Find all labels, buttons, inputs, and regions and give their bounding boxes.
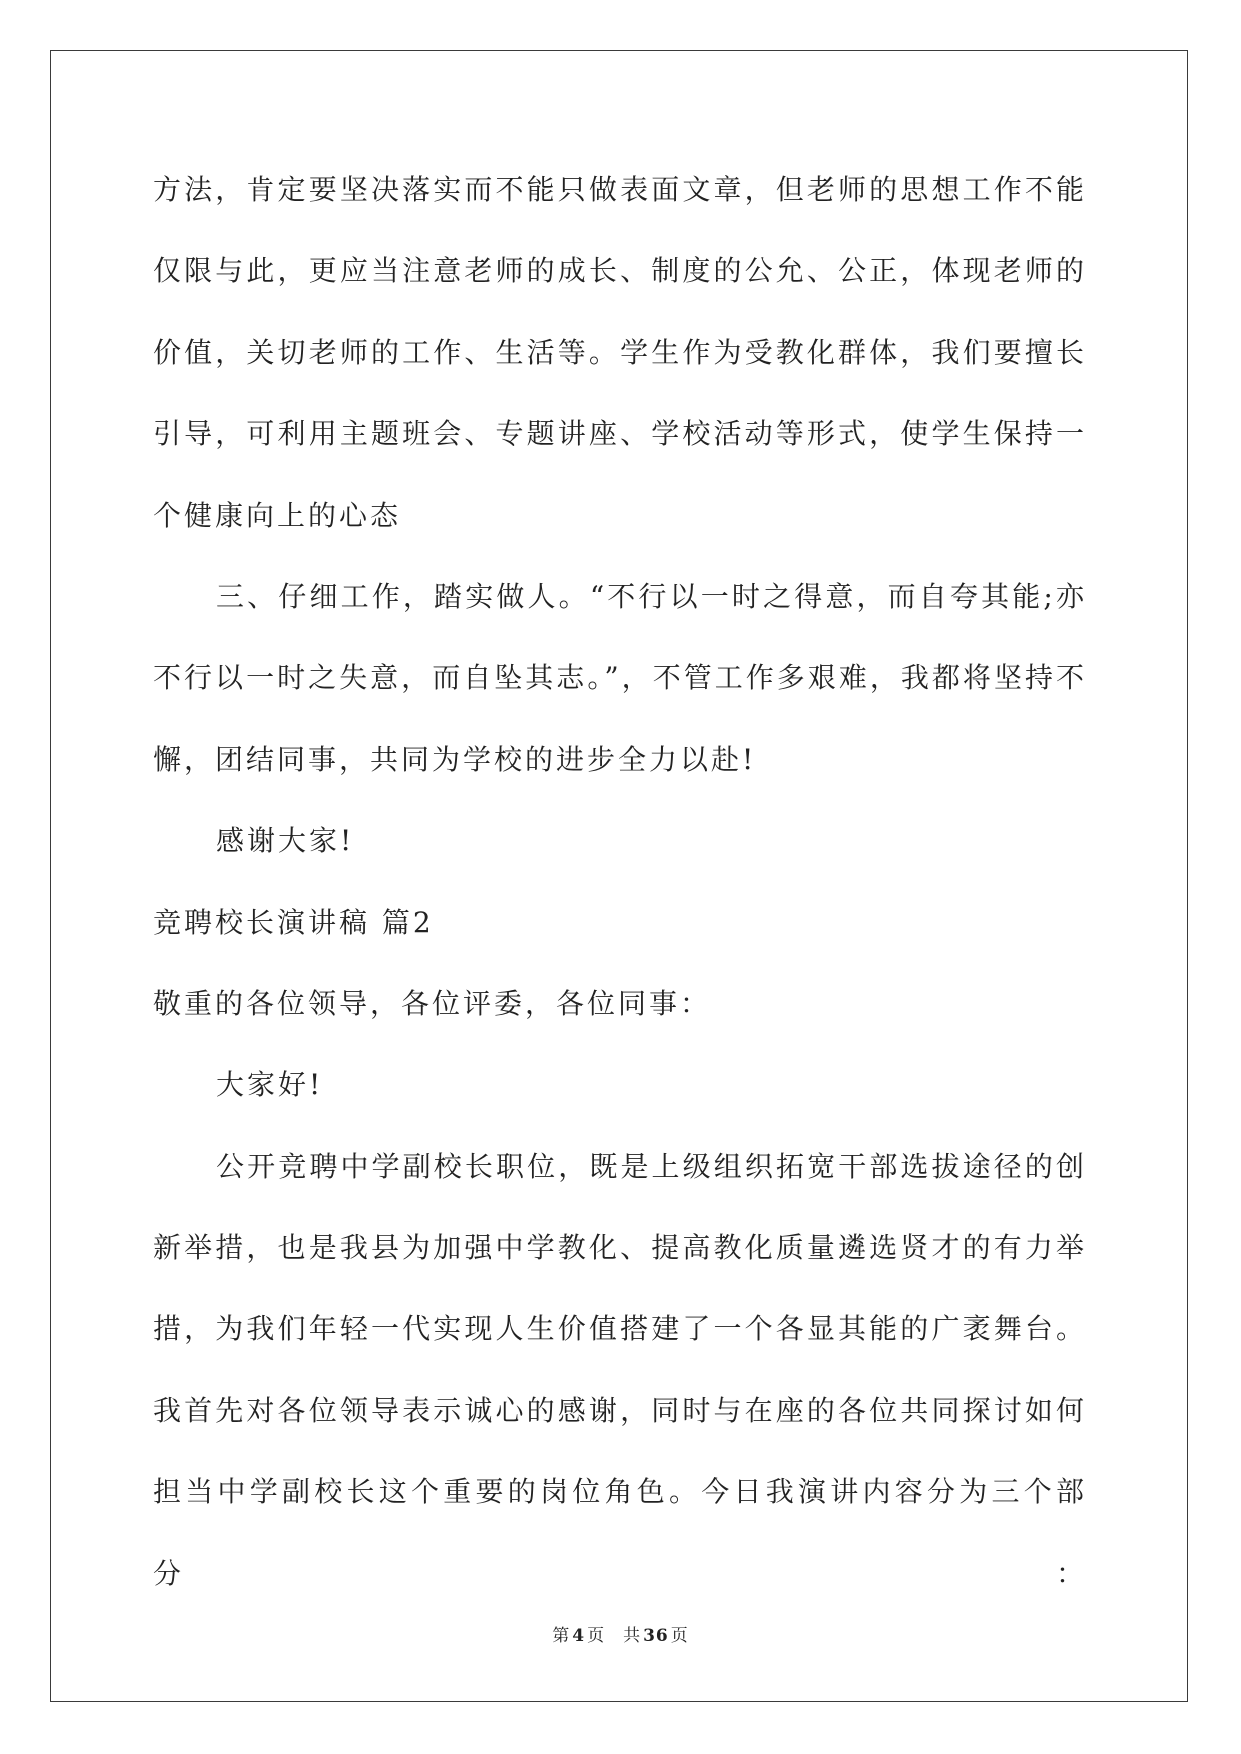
total-pages: 36: [643, 1626, 669, 1646]
paragraph: [153, 149, 1087, 556]
total-label-prefix: 共: [623, 1626, 642, 1646]
closing-line: 感谢大家!: [216, 824, 355, 858]
body-text-line: 方法，肯定要坚决落实而不能只做表面文章，但老师的思想工作不能: [153, 173, 1087, 206]
body-text-line: 引导，可利用主题班会、专题讲座、学校活动等形式，使学生保持一: [153, 417, 1087, 451]
page-label-prefix: 第: [552, 1626, 571, 1646]
greeting-line: 大家好!: [216, 1068, 324, 1102]
body-text-line: 新举措，也是我县为加强中学教化、提高教化质量遴选贤才的有力举: [153, 1231, 1087, 1265]
body-text-line: 担当中学副校长这个重要的岗位角色。今日我演讲内容分为三个部分：: [153, 1475, 1087, 1590]
body-text-line: 不行以一时之失意，而自坠其志。”，不管工作多艰难，我都将坚持不: [153, 661, 1087, 695]
document-body: [153, 149, 1087, 1590]
body-text-line: 价值，关切老师的工作、生活等。学生作为受教化群体，我们要擅长: [153, 335, 1087, 369]
page-label-suffix: 页: [587, 1626, 606, 1646]
body-text-line: 措，为我们年轻一代实现人生价值搭建了一个各显其能的广袤舞台。: [153, 1312, 1087, 1346]
body-text-line: 我首先对各位领导表示诚心的感谢，同时与在座的各位共同探讨如何: [153, 1393, 1087, 1427]
paragraph: [153, 1126, 1087, 1590]
salutation: 敬重的各位领导，各位评委，各位同事：: [153, 986, 712, 1020]
total-label-suffix: 页: [670, 1626, 689, 1646]
paragraph: [153, 1044, 1087, 1125]
body-text-line: 懈，团结同事，共同为学校的进步全力以赴!: [153, 742, 757, 776]
paragraph: [153, 800, 1087, 881]
paragraph: [153, 556, 1087, 800]
page-footer: [0, 1625, 1241, 1647]
page-number: 4: [572, 1626, 586, 1646]
body-text-line: 仅限与此，更应当注意老师的成长、制度的公允、公正，体现老师的: [153, 254, 1087, 288]
body-text-line: 公开竞聘中学副校长职位，既是上级组织拓宽干部选拔途径的创: [216, 1149, 1087, 1183]
section-title: 竞聘校长演讲稿 篇2: [153, 905, 434, 939]
body-text-line: 个健康向上的心态: [153, 498, 402, 532]
body-text-line: 三、仔细工作，踏实做人。“不行以一时之得意，而自夸其能;亦: [216, 579, 1087, 613]
